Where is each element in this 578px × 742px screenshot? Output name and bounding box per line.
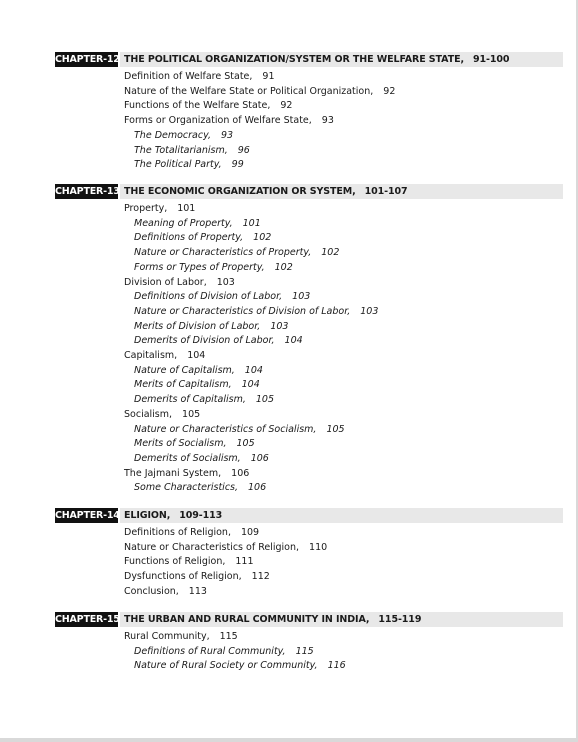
entry-text: Functions of the Welfare State, (124, 100, 271, 112)
entry-page-number: 92 (280, 100, 293, 112)
entry-page-number: 91 (262, 71, 275, 82)
chapter-entries-list (124, 67, 563, 173)
entry-text: Merits of Socialism, (134, 438, 227, 450)
entry-text: Socialism, (124, 408, 173, 420)
toc-entry[interactable] (124, 467, 563, 482)
entry-text: Merits of Division of Labor, (134, 320, 261, 332)
entry-page-number: 115 (219, 631, 238, 642)
toc-entry[interactable] (124, 276, 563, 291)
chapter-title: ELIGION, (124, 510, 171, 521)
entry-text: Forms or Types of Property, (134, 261, 265, 273)
page-edge-bottom (0, 738, 578, 742)
entry-page-number: 102 (274, 261, 293, 273)
chapter-title: THE URBAN AND RURAL COMMUNITY IN INDIA, (124, 614, 370, 625)
entry-page-number: 101 (242, 217, 261, 229)
chapter-page-range: 91-100 (472, 54, 510, 65)
entry-page-number: 106 (250, 452, 269, 464)
entry-text: Nature or Characteristics of Socialism, (134, 423, 317, 435)
entry-text: Definitions of Religion, (124, 527, 231, 538)
entry-text: Some Characteristics, (134, 482, 239, 494)
toc-entry[interactable] (124, 114, 563, 129)
entry-page-number: 105 (255, 394, 274, 406)
toc-entry[interactable] (124, 70, 563, 85)
entry-page-number: 116 (327, 660, 346, 672)
entry-text: The Political Party, (134, 159, 222, 171)
toc-subentry[interactable] (124, 452, 563, 467)
toc-subentry[interactable] (124, 129, 563, 144)
chapter-title: THE POLITICAL ORGANIZATION/SYSTEM OR THE WELFARE STATE, (124, 54, 464, 65)
entry-text: Nature or Characteristics of Division of Labor, (134, 305, 351, 317)
toc-subentry[interactable] (124, 158, 563, 173)
toc-subentry[interactable] (124, 645, 563, 660)
chapter-entries-list (124, 627, 563, 674)
toc-subentry[interactable] (124, 423, 563, 438)
entry-page-number: 103 (270, 320, 289, 332)
toc-subentry[interactable] (124, 659, 563, 674)
entry-text: Definitions of Rural Community, (134, 645, 286, 657)
chapter-entries-list (124, 523, 563, 600)
entry-page-number: 93 (321, 115, 334, 127)
entry-text: Nature or Characteristics of Property, (134, 247, 312, 259)
toc-subentry[interactable] (124, 305, 563, 320)
entry-text: Merits of Capitalism, (134, 379, 232, 391)
entry-page-number: 105 (182, 408, 201, 420)
chapter-header (55, 52, 563, 67)
toc-subentry[interactable] (124, 231, 563, 246)
entry-page-number: 104 (244, 364, 263, 376)
entry-text: Nature of Rural Society or Community, (134, 660, 318, 672)
toc-entry[interactable] (124, 349, 563, 364)
chapter-title-bar (120, 52, 563, 67)
entry-text: Demerits of Capitalism, (134, 394, 246, 406)
entry-page-number: 102 (253, 232, 272, 244)
entry-page-number: 101 (177, 203, 196, 214)
toc-entry[interactable] (124, 85, 563, 100)
entry-text: Definition of Welfare State, (124, 71, 253, 82)
toc-subentry[interactable] (124, 437, 563, 452)
entry-text: Property, (124, 203, 168, 214)
entry-text: Dysfunctions of Religion, (124, 571, 242, 583)
entry-page-number: 112 (251, 571, 270, 583)
toc-subentry[interactable] (124, 246, 563, 261)
chapter-block (55, 508, 563, 600)
toc-subentry[interactable] (124, 364, 563, 379)
toc-subentry[interactable] (124, 217, 563, 232)
toc-entry[interactable] (124, 526, 563, 541)
entry-page-number: 103 (360, 305, 379, 317)
chapter-label: CHAPTER-15 (55, 614, 120, 625)
entry-page-number: 102 (321, 247, 340, 259)
toc-entry[interactable] (124, 630, 563, 645)
chapter-header (55, 508, 563, 523)
chapter-title-bar (120, 184, 563, 199)
entry-text: Meaning of Property, (134, 217, 233, 229)
entry-text: Nature of the Welfare State or Political Organization, (124, 85, 374, 97)
entry-text: The Jajmani System, (124, 467, 222, 479)
entry-text: Conclusion, (124, 585, 179, 597)
entry-text: Definitions of Division of Labor, (134, 291, 283, 303)
toc-subentry[interactable] (124, 320, 563, 335)
entry-text: Nature of Capitalism, (134, 364, 235, 376)
entry-text: Division of Labor, (124, 276, 207, 288)
chapter-title-bar (120, 612, 563, 627)
toc-entry[interactable] (124, 408, 563, 423)
entry-page-number: 103 (216, 276, 235, 288)
toc-subentry[interactable] (124, 261, 563, 276)
entry-page-number: 104 (284, 335, 303, 347)
toc-subentry[interactable] (124, 144, 563, 159)
chapter-block (55, 52, 563, 173)
entry-page-number: 103 (292, 291, 311, 303)
chapter-block (55, 184, 563, 496)
entry-page-number: 104 (241, 379, 260, 391)
entry-page-number: 93 (221, 129, 234, 141)
entry-text: The Democracy, (134, 129, 211, 141)
entry-page-number: 109 (240, 527, 260, 538)
toc-subentry[interactable] (124, 290, 563, 305)
chapter-page-range: 101-107 (364, 186, 408, 197)
entry-text: Definitions of Property, (134, 232, 244, 244)
chapter-page-range: 115-119 (378, 614, 422, 625)
chapter-entries-list (124, 199, 563, 496)
entry-page-number: 92 (383, 85, 396, 97)
toc-entry[interactable] (124, 202, 563, 217)
toc-subentry[interactable] (124, 481, 563, 496)
entry-page-number: 105 (236, 438, 255, 450)
chapter-label: CHAPTER-13 (55, 186, 120, 197)
entry-page-number: 111 (235, 556, 254, 568)
entry-page-number: 110 (309, 541, 328, 553)
entry-page-number: 96 (237, 144, 250, 156)
entry-text: Capitalism, (124, 350, 178, 362)
entry-text: Nature or Characteristics of Religion, (124, 541, 300, 553)
entry-text: Rural Community, (124, 631, 210, 642)
toc-entry[interactable] (124, 99, 563, 114)
chapter-title-bar (120, 508, 563, 523)
toc-entry[interactable] (124, 555, 563, 570)
chapter-block (55, 612, 563, 674)
toc-subentry[interactable] (124, 393, 563, 408)
entry-text: Demerits of Division of Labor, (134, 335, 275, 347)
chapter-label: CHAPTER-14 (55, 510, 120, 521)
chapter-title: THE ECONOMIC ORGANIZATION OR SYSTEM, (124, 186, 356, 197)
entry-page-number: 99 (231, 159, 244, 171)
chapter-label: CHAPTER-12 (55, 54, 120, 65)
entry-text: Functions of Religion, (124, 556, 226, 568)
entry-page-number: 106 (248, 482, 267, 494)
entry-page-number: 105 (326, 423, 345, 435)
chapter-header (55, 184, 563, 199)
entry-text: Demerits of Socialism, (134, 452, 241, 464)
entry-page-number: 115 (295, 645, 314, 657)
chapter-header (55, 612, 563, 627)
toc-entry[interactable] (124, 570, 563, 585)
toc-entry[interactable] (124, 541, 563, 556)
entry-text: Forms or Organization of Welfare State, (124, 115, 312, 127)
chapter-page-range: 109-113 (179, 510, 223, 521)
entry-page-number: 113 (188, 585, 207, 597)
entry-text: The Totalitarianism, (134, 144, 228, 156)
toc-entry[interactable] (124, 585, 563, 600)
toc-subentry[interactable] (124, 378, 563, 393)
entry-page-number: 104 (187, 350, 206, 362)
entry-page-number: 106 (231, 467, 250, 479)
toc-subentry[interactable] (124, 334, 563, 349)
